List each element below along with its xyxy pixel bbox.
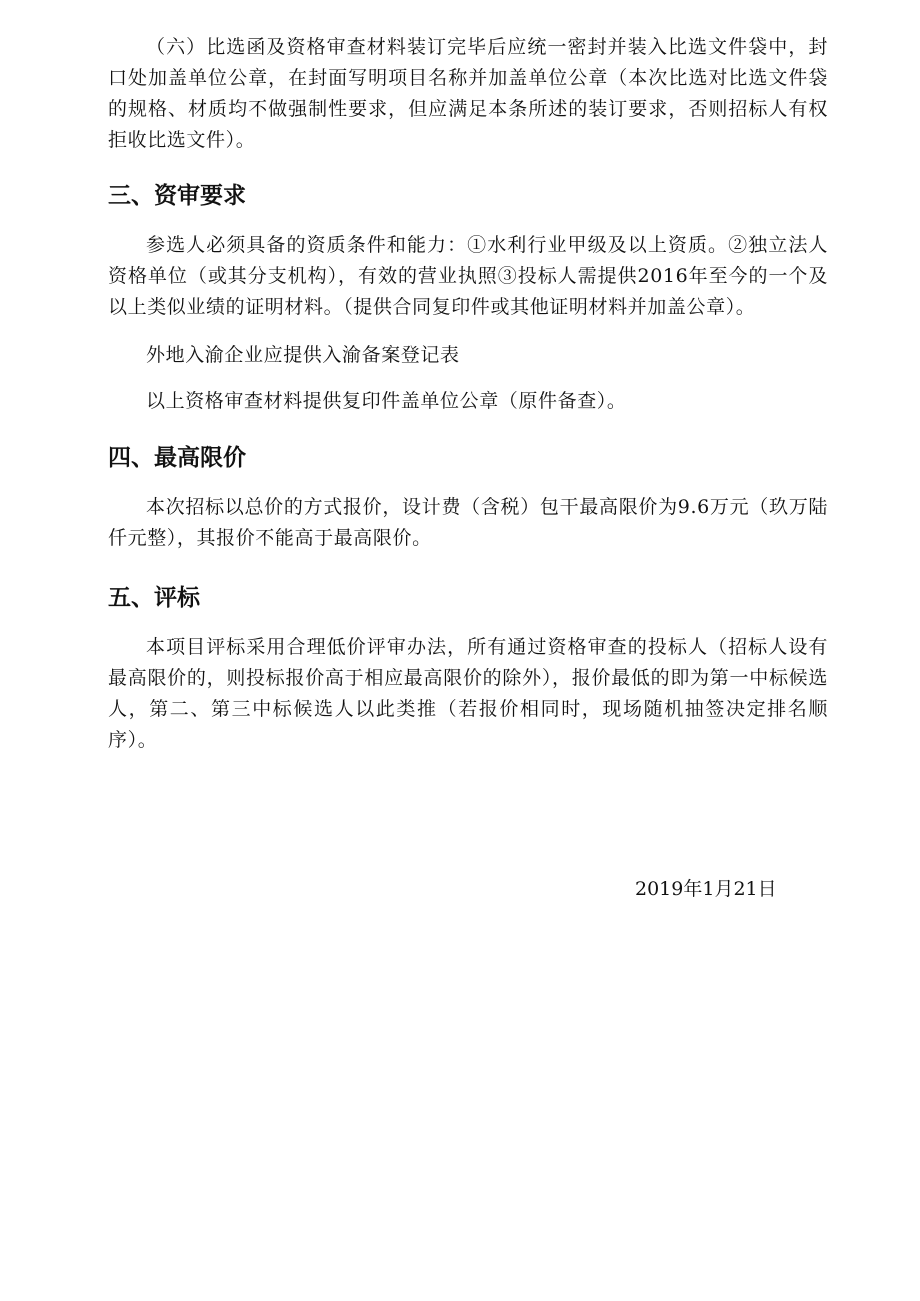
section-heading-qualification: 三、资审要求 bbox=[108, 183, 246, 209]
sealing-requirements-paragraph: （六）比选函及资格审查材料装订完毕后应统一密封并装入比选文件袋中，封口处加盖单位公章，在封面写明项目名称并加盖单位公章（本次比选对比选文件袋的规格、材质均不做强制性要求，但应满足本条所述的装订要求，否则招标人有权拒收比选文件）。 bbox=[108, 36, 828, 151]
section-heading-evaluation: 五、评标 bbox=[108, 585, 200, 611]
qualification-conditions-paragraph: 参选人必须具备的资质条件和能力：①水利行业甲级及以上资质。②独立法人资格单位（或其分支机构），有效的营业执照③投标人需提供2016年至今的一个及以上类似业绩的证明材料。（提供合同复印件或其他证明材料并加盖公章）。 bbox=[108, 234, 828, 318]
document-date: 2019年1月21日 bbox=[635, 878, 777, 900]
evaluation-paragraph: 本项目评标采用合理低价评审办法，所有通过资格审查的投标人（招标人设有最高限价的，则投标报价高于相应最高限价的除外），报价最低的即为第一中标候选人，第二、第三中标候选人以此类推（若报价相同时，现场随机抽签决定排名顺序）。 bbox=[108, 636, 828, 751]
copies-stamp-paragraph: 以上资格审查材料提供复印件盖单位公章（原件备查）。 bbox=[146, 390, 627, 412]
nonlocal-registration-paragraph: 外地入渝企业应提供入渝备案登记表 bbox=[146, 344, 460, 366]
section-heading-max-price: 四、最高限价 bbox=[108, 445, 246, 471]
max-price-paragraph: 本次招标以总价的方式报价，设计费（含税）包干最高限价为9.6万元（玖万陆仟元整），其报价不能高于最高限价。 bbox=[108, 496, 828, 549]
